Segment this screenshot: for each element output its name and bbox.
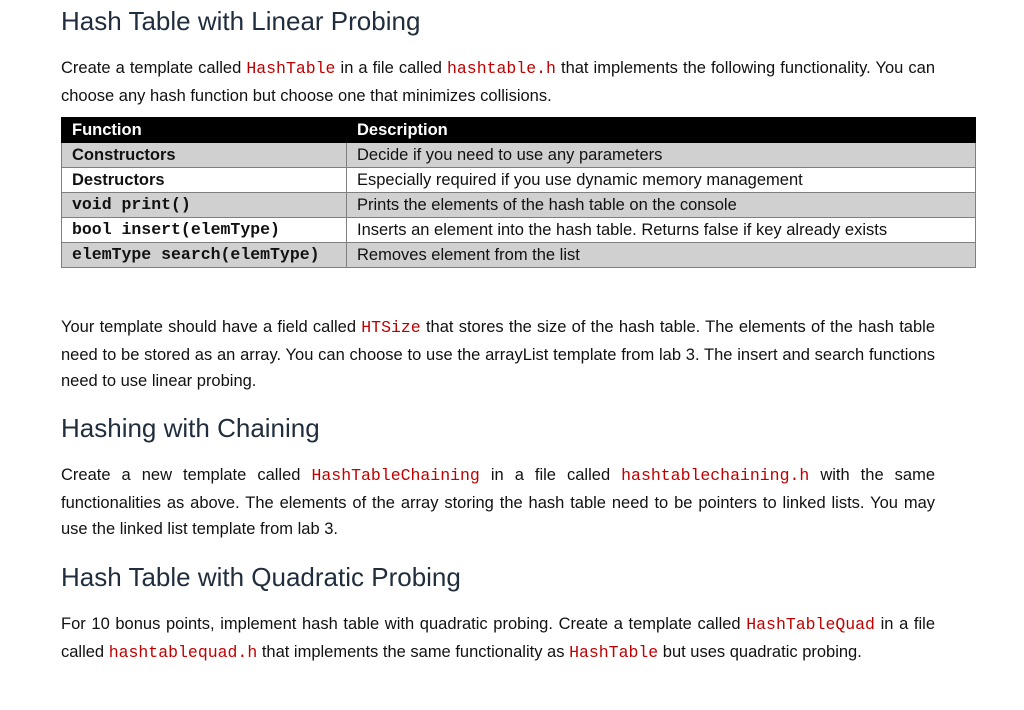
text-run: with the same functionalities as above. The elements of the array storing the hash table need to be pointers to linked lists. You may use the linked list template from lab 3. (61, 466, 935, 538)
text-run: that stores the size of the hash table. The elements of the hash table need to be stored as an array. You can choose to use the arrayList template from lab 3. The insert and search functions need to use linear probing. (61, 318, 935, 390)
section-heading-quadratic-probing: Hash Table with Quadratic Probing (61, 562, 461, 592)
code-hashtablechaining-h: hashtablechaining.h (621, 466, 810, 485)
code-htsize: HTSize (361, 318, 421, 337)
text-run: in a file called (479, 466, 622, 484)
description-cell: Inserts an element into the hash table. Returns false if key already exists (347, 218, 976, 243)
description-cell: Removes element from the list (347, 243, 976, 268)
text-run: in a file called (335, 59, 447, 77)
header-function: Function (62, 118, 347, 143)
table-row (62, 243, 976, 268)
table-row (62, 193, 976, 218)
text-run: in a file called (61, 615, 935, 661)
code-hashtablequad-h: hashtablequad.h (108, 642, 258, 662)
function-cell: Constructors (62, 143, 347, 168)
chaining-paragraph (61, 462, 935, 543)
table-row (62, 143, 976, 168)
code-hashtablechaining: HashTableChaining (311, 466, 480, 485)
section-heading-linear-probing: Hash Table with Linear Probing (61, 6, 421, 36)
function-table (61, 117, 976, 268)
htsize-paragraph (61, 314, 935, 395)
code-hashtablequad: HashTableQuad (746, 615, 875, 634)
section-heading-chaining: Hashing with Chaining (61, 413, 320, 443)
function-cell: elemType search(elemType) (62, 243, 347, 268)
linear-probing-intro-paragraph (61, 55, 935, 109)
table-row (62, 168, 976, 193)
quadratic-probing-paragraph (61, 611, 935, 666)
header-description: Description (347, 118, 976, 143)
text-run: Create a template called (61, 59, 247, 77)
code-hashtable: HashTable (246, 59, 336, 78)
text-run: that implements the following functionality. You can choose any hash function but choose one that minimizes collisions. (61, 59, 935, 105)
table-row (62, 218, 976, 243)
function-cell: void print() (62, 193, 347, 218)
text-run: but uses quadratic probing. (658, 642, 862, 661)
text-run: that implements the same functionality as (257, 642, 570, 661)
code-hashtable: HashTable (569, 642, 659, 662)
description-cell: Decide if you need to use any parameters (347, 143, 976, 168)
table-header-row (62, 118, 976, 143)
text-run: Create a new template called (61, 466, 312, 484)
text-run: For 10 bonus points, implement hash table with quadratic probing. Create a template called (61, 615, 747, 633)
function-cell: Destructors (62, 168, 347, 193)
function-cell: bool insert(elemType) (62, 218, 347, 243)
text-run: Your template should have a field called (61, 318, 362, 336)
description-cell: Prints the elements of the hash table on the console (347, 193, 976, 218)
code-hashtable-h: hashtable.h (447, 59, 556, 78)
description-cell: Especially required if you use dynamic memory management (347, 168, 976, 193)
